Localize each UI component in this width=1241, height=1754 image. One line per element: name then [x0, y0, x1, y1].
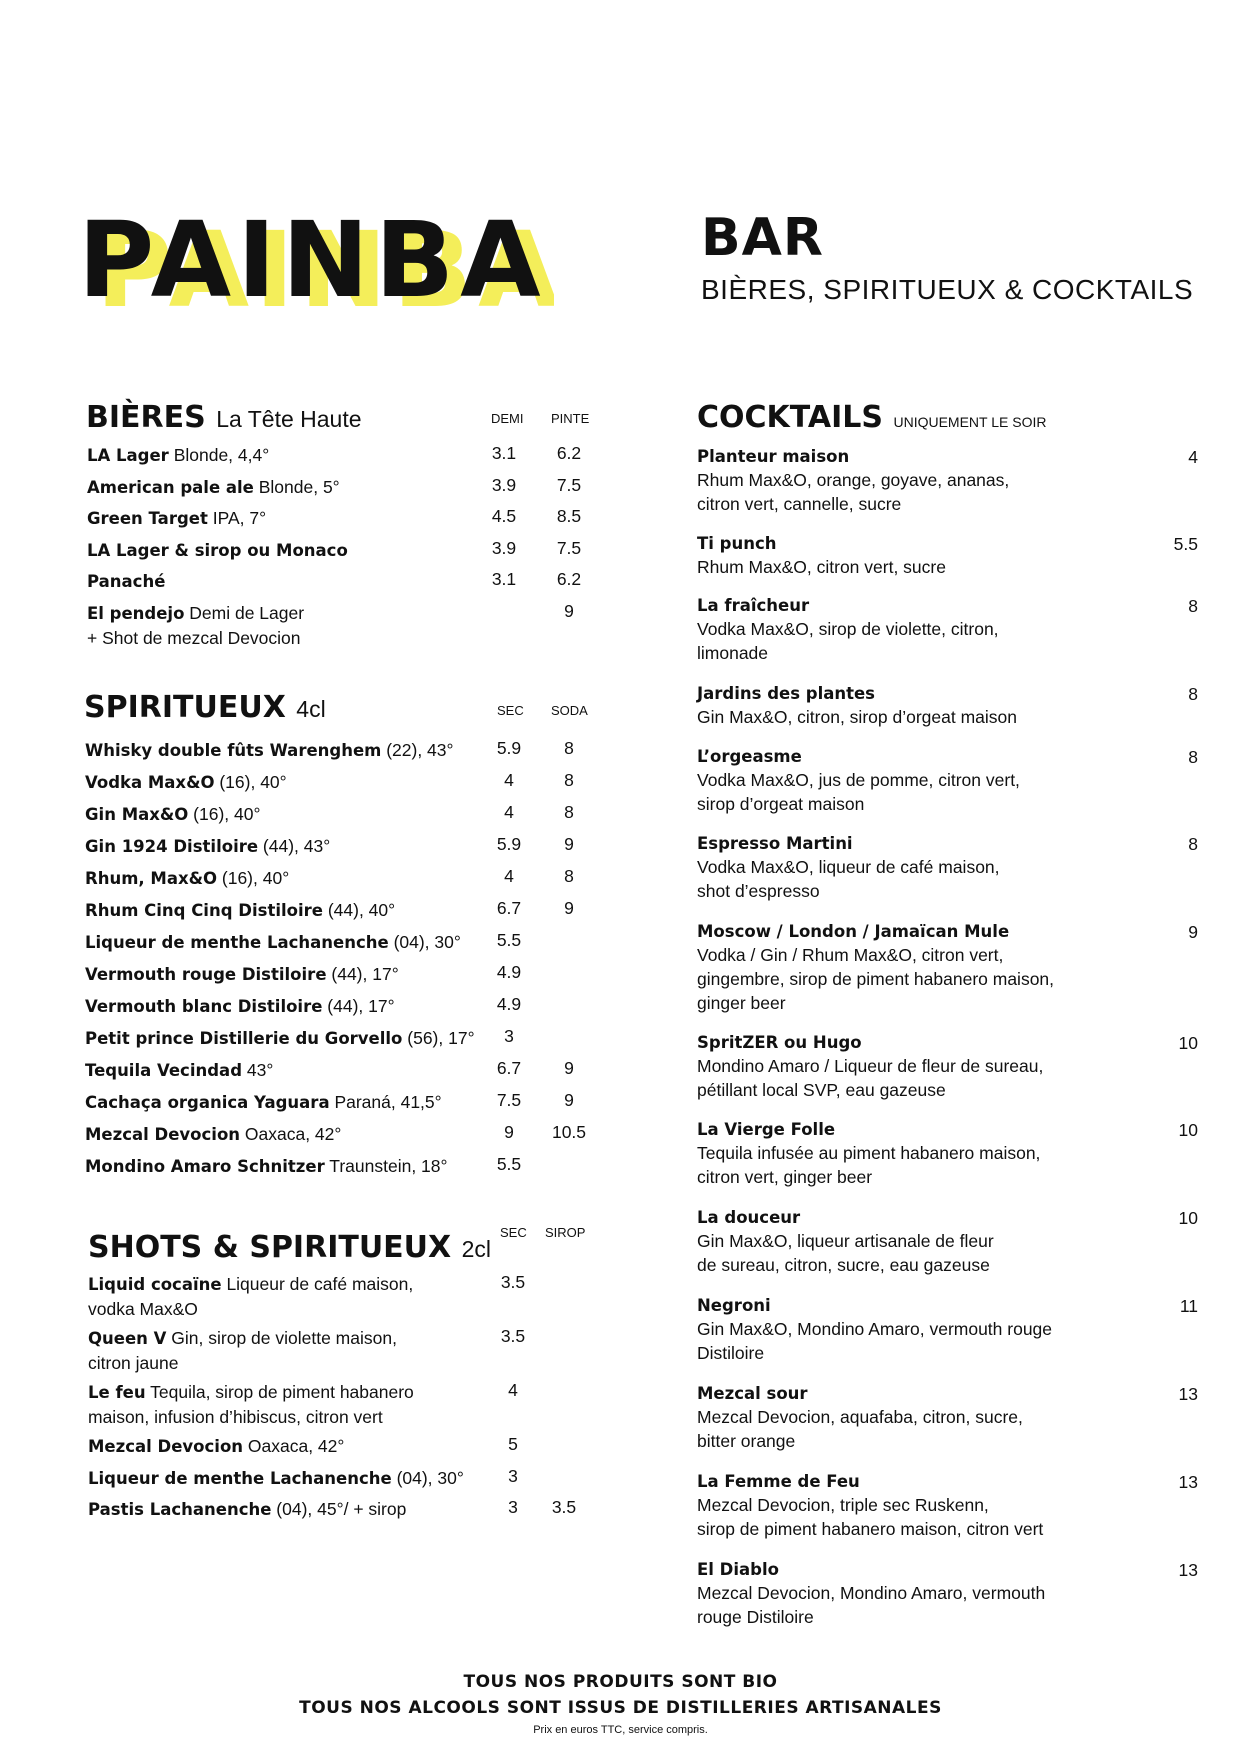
bieres-item-name: American pale ale: [87, 478, 254, 497]
shots-subtitle: 2cl: [461, 1236, 492, 1262]
shots-item-name: Le feu: [88, 1383, 146, 1402]
cocktail-desc: Vodka Max&O, jus de pomme, citron vert, sirop d’orgeat maison: [697, 770, 1020, 814]
spiritueux-item: [85, 898, 485, 923]
cocktail-price: 8: [1188, 684, 1198, 704]
shots-item-price-1: 3.5: [500, 1326, 526, 1346]
bieres-item: [87, 601, 487, 650]
cocktail-desc: Vodka Max&O, liqueur de café maison, shot d’espresso: [697, 857, 1000, 901]
footer-line-distilleries: TOUS NOS ALCOOLS SONT ISSUS DE DISTILLERIES ARTISANALES: [299, 1698, 942, 1718]
spiritueux-item-price-2: 8: [564, 738, 574, 758]
bieres-item-name: El pendejo: [87, 604, 185, 623]
cocktail-price: 9: [1188, 922, 1198, 942]
shots-item-price-1: 5: [508, 1434, 518, 1454]
bieres-item-price-2: 6.2: [556, 569, 582, 589]
shots-col-sec: SEC: [500, 1225, 527, 1240]
spiritueux-item-name: Vermouth rouge Distiloire: [85, 965, 327, 984]
cocktail-desc: Rhum Max&O, orange, goyave, ananas, citron vert, cannelle, sucre: [697, 470, 1010, 514]
spiritueux-item-price-1: 6.7: [496, 898, 522, 918]
shots-item-name: Pastis Lachanenche: [88, 1500, 272, 1519]
spiritueux-item: [85, 1154, 485, 1179]
cocktail-desc: Gin Max&O, liqueur artisanale de fleur de sureau, citron, sucre, eau gazeuse: [697, 1231, 994, 1275]
shots-item-price-1: 3.5: [500, 1272, 526, 1292]
cocktail-name: La Femme de Feu: [697, 1472, 860, 1491]
bieres-item-name: Panaché: [87, 572, 166, 591]
cocktail-name: L’orgeasme: [697, 747, 802, 766]
bieres-item: [87, 443, 487, 468]
bieres-item-price-2: 7.5: [556, 475, 582, 495]
spiritueux-item-name: Vodka Max&O: [85, 773, 215, 792]
bieres-item-desc: IPA, 7°: [207, 508, 267, 528]
bieres-item-price-1: 3.9: [491, 475, 517, 495]
shots-item-desc: Oaxaca, 42°: [243, 1436, 345, 1456]
spiritueux-item-price-1: 4: [504, 770, 514, 790]
shots-item-desc: (04), 30°: [391, 1468, 464, 1488]
bieres-item: [87, 475, 487, 500]
shots-item-price-1: 3: [508, 1466, 518, 1486]
shots-item-price-1: 4: [508, 1380, 518, 1400]
spiritueux-item-name: Petit prince Distillerie du Gorvello: [85, 1029, 403, 1048]
spiritueux-item-desc: (16), 40°: [217, 868, 290, 888]
spiritueux-heading: [84, 690, 326, 725]
cocktail-price: 10: [1178, 1208, 1198, 1228]
shots-heading: [88, 1230, 492, 1265]
cocktails-subtitle: UNIQUEMENT LE SOIR: [893, 414, 1047, 430]
bieres-item-price-1: 4.5: [491, 506, 517, 526]
cocktail-price: 10: [1178, 1033, 1198, 1053]
cocktail-name: La fraîcheur: [697, 596, 810, 615]
spiritueux-col-soda: SODA: [551, 703, 588, 718]
bieres-heading: [86, 400, 362, 435]
spiritueux-item-desc: Paraná, 41,5°: [329, 1092, 442, 1112]
spiritueux-item-price-2: 8: [564, 866, 574, 886]
cocktail-name: SpritZER ou Hugo: [697, 1033, 862, 1052]
cocktails-title: COCKTAILS: [697, 400, 884, 435]
cocktail-desc: Mondino Amaro / Liqueur de fleur de sureau, pétillant local SVP, eau gazeuse: [697, 1056, 1044, 1100]
cocktail-name: Mezcal sour: [697, 1384, 808, 1403]
spiritueux-item-price-2: 8: [564, 802, 574, 822]
shots-item: [88, 1497, 488, 1522]
spiritueux-item: [85, 930, 485, 955]
shots-title: SHOTS & SPIRITUEUX: [88, 1230, 452, 1265]
cocktails-heading: [697, 400, 1047, 435]
cocktail-desc: Mezcal Devocion, aquafaba, citron, sucre, bitter orange: [697, 1407, 1023, 1451]
footer-price-note: Prix en euros TTC, service compris.: [533, 1724, 708, 1736]
bieres-item-desc: Demi de Lager: [184, 603, 305, 623]
shots-item-price-1: 3: [508, 1497, 518, 1517]
cocktail-name: El Diablo: [697, 1560, 779, 1579]
cocktail-price: 8: [1188, 596, 1198, 616]
bieres-item-name: Green Target: [87, 509, 208, 528]
spiritueux-item-desc: (56), 17°: [402, 1028, 475, 1048]
spiritueux-item-name: Liqueur de menthe Lachanenche: [85, 933, 389, 952]
spiritueux-item-desc: (04), 30°: [388, 932, 461, 952]
spiritueux-item-price-1: 7.5: [496, 1090, 522, 1110]
spiritueux-item-price-2: 8: [564, 770, 574, 790]
spiritueux-item-price-2: 10.5: [551, 1122, 587, 1142]
shots-item-name: Liqueur de menthe Lachanenche: [88, 1469, 392, 1488]
shots-item: [88, 1326, 488, 1375]
spiritueux-item: [85, 1026, 485, 1051]
shots-item-desc: Liqueur de café maison,: [221, 1274, 414, 1294]
spiritueux-item-name: Vermouth blanc Distiloire: [85, 997, 323, 1016]
spiritueux-item-price-1: 4.9: [496, 962, 522, 982]
cocktail-name: La douceur: [697, 1208, 801, 1227]
shots-item-desc: Tequila, sirop de piment habanero: [145, 1382, 414, 1402]
spiritueux-item: [85, 962, 485, 987]
shots-item: [88, 1434, 488, 1459]
spiritueux-item-desc: (16), 40°: [214, 772, 287, 792]
spiritueux-item-price-1: 5.5: [496, 1154, 522, 1174]
spiritueux-item-price-1: 9: [504, 1122, 514, 1142]
spiritueux-item-desc: Traunstein, 18°: [324, 1156, 448, 1176]
cocktail-name: Jardins des plantes: [697, 684, 876, 703]
spiritueux-item: [85, 1090, 485, 1115]
spiritueux-item: [85, 834, 485, 859]
cocktail-desc: Mezcal Devocion, Mondino Amaro, vermouth rouge Distiloire: [697, 1583, 1046, 1627]
bieres-item-desc-line2: + Shot de mezcal Devocion: [87, 628, 301, 648]
page-title: BAR: [701, 208, 824, 268]
bieres-item-price-2: 6.2: [556, 443, 582, 463]
cocktail-price: 10: [1178, 1120, 1198, 1140]
shots-item-desc: Gin, sirop de violette maison,: [166, 1328, 397, 1348]
bieres-item-price-2: 9: [564, 601, 574, 621]
spiritueux-item-desc: (44), 40°: [322, 900, 396, 920]
bieres-item: [87, 569, 487, 594]
spiritueux-item-name: Rhum, Max&O: [85, 869, 218, 888]
spiritueux-item-price-2: 9: [564, 1090, 574, 1110]
spiritueux-item-price-2: 9: [564, 1058, 574, 1078]
shots-item-desc-line2: citron jaune: [88, 1353, 179, 1373]
spiritueux-title: SPIRITUEUX: [84, 690, 286, 725]
bieres-item-name: LA Lager: [87, 446, 169, 465]
shots-item: [88, 1272, 488, 1321]
cocktail-desc: Tequila infusée au piment habanero maison, citron vert, ginger beer: [697, 1143, 1041, 1187]
spiritueux-item-desc: (44), 43°: [258, 836, 331, 856]
spiritueux-item-name: Gin Max&O: [85, 805, 189, 824]
shots-item-name: Liquid cocaïne: [88, 1275, 222, 1294]
spiritueux-subtitle: 4cl: [296, 696, 326, 722]
spiritueux-item-price-1: 4: [504, 802, 514, 822]
spiritueux-item: [85, 1058, 485, 1083]
bieres-item-price-1: 3.1: [491, 443, 517, 463]
spiritueux-item-desc: 43°: [242, 1060, 274, 1080]
spiritueux-item-price-1: 5.9: [496, 834, 522, 854]
cocktail-desc: Gin Max&O, Mondino Amaro, vermouth rouge Distiloire: [697, 1319, 1053, 1363]
spiritueux-item-price-1: 3: [504, 1026, 514, 1046]
spiritueux-item-price-1: 5.9: [496, 738, 522, 758]
cocktail-price: 13: [1178, 1560, 1198, 1580]
cocktail-name: Espresso Martini: [697, 834, 853, 853]
spiritueux-item-price-1: 6.7: [496, 1058, 522, 1078]
spiritueux-item-price-2: 9: [564, 898, 574, 918]
bieres-item-desc: Blonde, 5°: [253, 477, 340, 497]
footer-line-bio: TOUS NOS PRODUITS SONT BIO: [463, 1672, 778, 1692]
spiritueux-item-price-1: 4.9: [496, 994, 522, 1014]
spiritueux-item-desc: (44), 17°: [322, 996, 395, 1016]
spiritueux-item-name: Cachaça organica Yaguara: [85, 1093, 330, 1112]
cocktail-price: 5.5: [1173, 534, 1198, 554]
bieres-col-demi: DEMI: [491, 411, 524, 426]
shots-item-name: Queen V: [88, 1329, 167, 1348]
bieres-item-price-1: 3.1: [491, 569, 517, 589]
logo-text: PAINBA: [78, 199, 547, 321]
cocktail-desc: Vodka Max&O, sirop de violette, citron, limonade: [697, 619, 999, 663]
cocktail-price: 8: [1188, 834, 1198, 854]
cocktail-name: Planteur maison: [697, 447, 850, 466]
spiritueux-item: [85, 770, 485, 795]
bieres-item: [87, 538, 487, 563]
cocktail-desc: Vodka / Gin / Rhum Max&O, citron vert, gingembre, sirop de piment habanero maison, ginger beer: [697, 945, 1055, 1013]
cocktail-price: 11: [1179, 1296, 1198, 1316]
shots-item: [88, 1380, 488, 1429]
shots-item-name: Mezcal Devocion: [88, 1437, 244, 1456]
spiritueux-item-name: Tequila Vecindad: [85, 1061, 242, 1080]
bieres-item-desc: Blonde, 4,4°: [168, 445, 270, 465]
spiritueux-item: [85, 738, 485, 763]
shots-item-desc-line2: maison, infusion d’hibiscus, citron vert: [88, 1407, 383, 1427]
bieres-item-price-2: 7.5: [556, 538, 582, 558]
shots-item-desc: (04), 45°/ + sirop: [271, 1499, 407, 1519]
shots-item-price-2: 3.5: [551, 1497, 577, 1517]
cocktail-desc: Gin Max&O, citron, sirop d’orgeat maison: [697, 707, 1017, 727]
shots-col-sirop: SIROP: [545, 1225, 586, 1240]
bieres-item: [87, 506, 487, 531]
page-subtitle: BIÈRES, SPIRITUEUX & COCKTAILS: [701, 274, 1194, 305]
spiritueux-item-name: Rhum Cinq Cinq Distiloire: [85, 901, 323, 920]
shots-item: [88, 1466, 488, 1491]
bieres-title: BIÈRES: [86, 400, 206, 435]
spiritueux-item: [85, 866, 485, 891]
cocktail-price: 13: [1178, 1472, 1198, 1492]
cocktail-desc: Rhum Max&O, citron vert, sucre: [697, 557, 946, 577]
cocktail-name: Negroni: [697, 1296, 771, 1315]
spiritueux-item-name: Mezcal Devocion: [85, 1125, 241, 1144]
spiritueux-item-desc: Oaxaca, 42°: [240, 1124, 342, 1144]
spiritueux-item-desc: (44), 17°: [326, 964, 399, 984]
bieres-item-price-1: 3.9: [491, 538, 517, 558]
spiritueux-item-name: Mondino Amaro Schnitzer: [85, 1157, 325, 1176]
painbar-logo: [74, 196, 554, 326]
cocktail-name: Moscow / London / Jamaïcan Mule: [697, 922, 1010, 941]
bieres-subtitle: La Tête Haute: [216, 406, 362, 432]
cocktail-name: Ti punch: [697, 534, 777, 553]
shots-item-desc-line2: vodka Max&O: [88, 1299, 198, 1319]
spiritueux-item-price-1: 4: [504, 866, 514, 886]
spiritueux-item: [85, 802, 485, 827]
cocktail-price: 8: [1188, 747, 1198, 767]
spiritueux-item-name: Gin 1924 Distiloire: [85, 837, 259, 856]
cocktail-name: La Vierge Folle: [697, 1120, 836, 1139]
bieres-col-pinte: PINTE: [551, 411, 590, 426]
spiritueux-item-price-1: 5.5: [496, 930, 522, 950]
spiritueux-col-sec: SEC: [497, 703, 524, 718]
bieres-item-name: LA Lager & sirop ou Monaco: [87, 541, 348, 560]
spiritueux-item: [85, 994, 485, 1019]
spiritueux-item: [85, 1122, 485, 1147]
spiritueux-item-desc: (16), 40°: [188, 804, 261, 824]
spiritueux-item-desc: (22), 43°: [381, 740, 454, 760]
spiritueux-item-price-2: 9: [564, 834, 574, 854]
spiritueux-item-name: Whisky double fûts Warenghem: [85, 741, 382, 760]
cocktail-price: 4: [1188, 447, 1198, 467]
cocktail-desc: Mezcal Devocion, triple sec Ruskenn, sirop de piment habanero maison, citron vert: [697, 1495, 1044, 1539]
cocktail-price: 13: [1178, 1384, 1198, 1404]
logo-shadow-text: PAINBA: [96, 209, 554, 326]
bieres-item-price-2: 8.5: [556, 506, 582, 526]
